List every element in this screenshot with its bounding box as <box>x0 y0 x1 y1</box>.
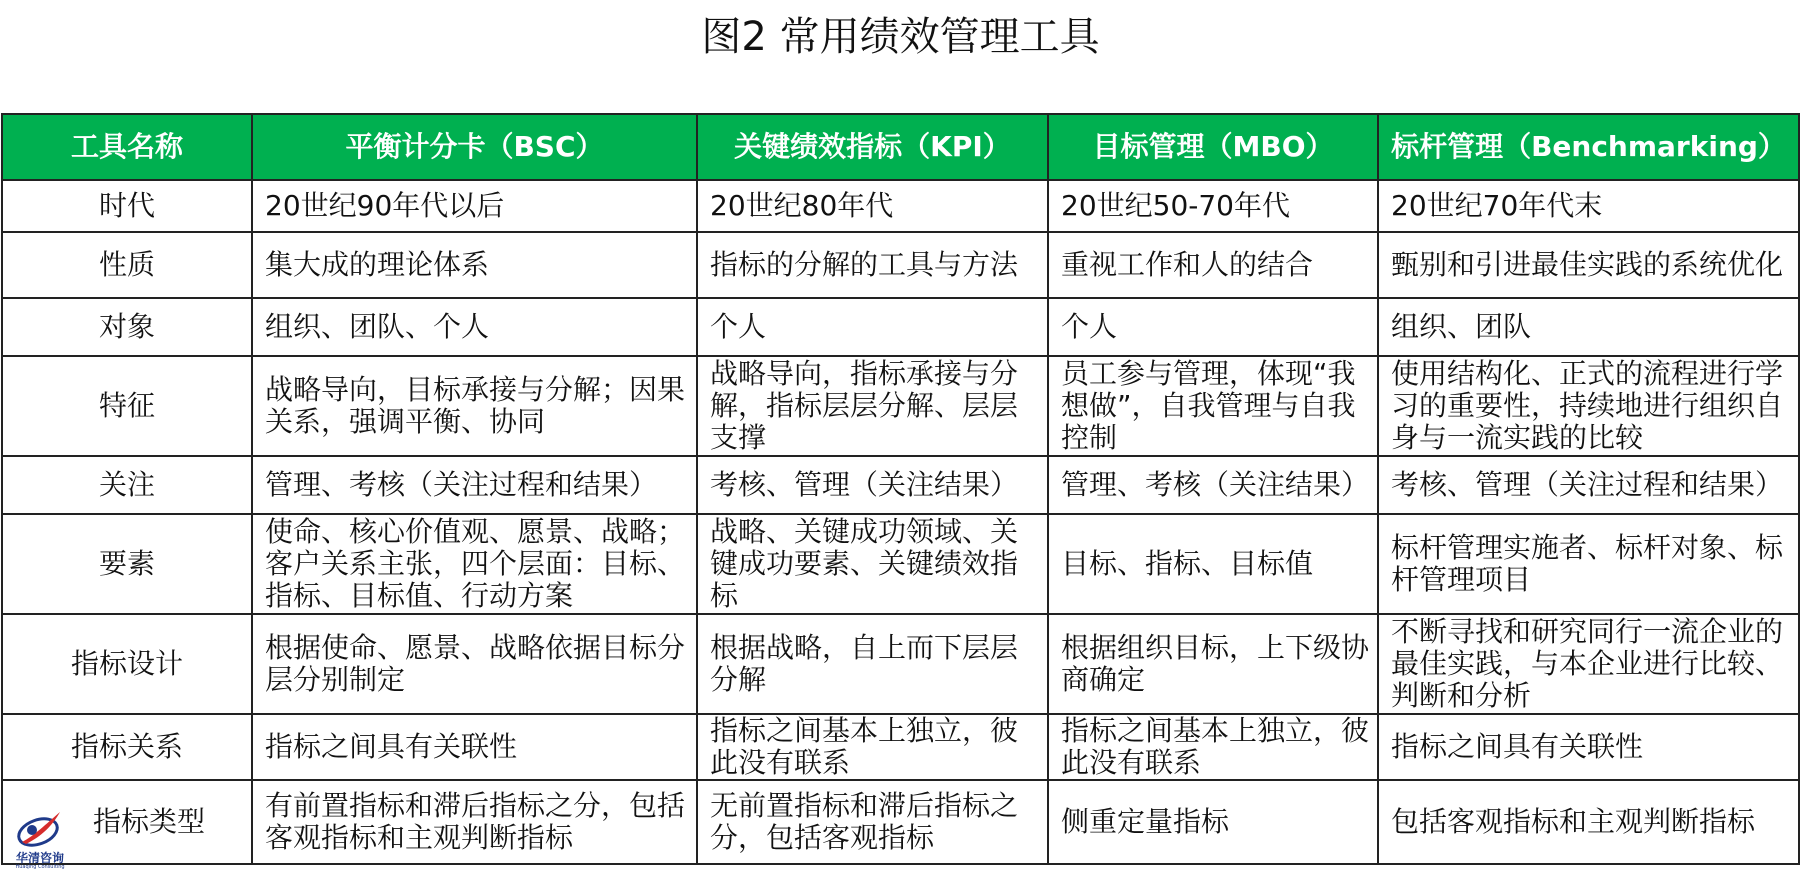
table-cell: 组织、团队、个人 <box>252 298 697 356</box>
table-cell: 根据使命、愿景、战略依据目标分层分别制定 <box>252 614 697 714</box>
table-cell: 甄别和引进最佳实践的系统优化 <box>1378 232 1799 298</box>
header-tool-name: 工具名称 <box>2 114 252 180</box>
row-label: 特征 <box>2 356 252 456</box>
table-cell: 个人 <box>697 298 1048 356</box>
row-label: 对象 <box>2 298 252 356</box>
table-cell: 使用结构化、正式的流程进行学习的重要性，持续地进行组织自身与一流实践的比较 <box>1378 356 1799 456</box>
table-cell: 无前置指标和滞后指标之分，包括客观指标 <box>697 780 1048 864</box>
table-row <box>2 780 1799 864</box>
table-cell: 指标的分解的工具与方法 <box>697 232 1048 298</box>
table-cell: 侧重定量指标 <box>1048 780 1378 864</box>
table-cell: 有前置指标和滞后指标之分，包括客观指标和主观判断指标 <box>252 780 697 864</box>
table-cell: 包括客观指标和主观判断指标 <box>1378 780 1799 864</box>
table-cell: 战略导向，目标承接与分解；因果关系，强调平衡、协同 <box>252 356 697 456</box>
table-cell: 20世纪90年代以后 <box>252 180 697 232</box>
table-cell: 根据组织目标，上下级协商确定 <box>1048 614 1378 714</box>
page-title: 图2 常用绩效管理工具 <box>701 14 1100 60</box>
header-benchmarking: 标杆管理（Benchmarking） <box>1378 114 1799 180</box>
table-cell: 管理、考核（关注结果） <box>1048 456 1378 514</box>
table-cell: 考核、管理（关注结果） <box>697 456 1048 514</box>
table-cell: 指标之间具有关联性 <box>252 714 697 780</box>
table-cell: 目标、指标、目标值 <box>1048 514 1378 614</box>
header-kpi: 关键绩效指标（KPI） <box>697 114 1048 180</box>
row-label: 指标关系 <box>2 714 252 780</box>
table-cell: 20世纪50-70年代 <box>1048 180 1378 232</box>
row-label: 关注 <box>2 456 252 514</box>
table-cell: 集大成的理论体系 <box>252 232 697 298</box>
row-label: 指标设计 <box>2 614 252 714</box>
row-label: 时代 <box>2 180 252 232</box>
table-header-row <box>2 114 1799 180</box>
table-cell: 战略导向，指标承接与分解，指标层层分解、层层支撑 <box>697 356 1048 456</box>
logo-name: 华清咨询 <box>15 851 64 865</box>
table-cell: 指标之间基本上独立，彼此没有联系 <box>697 714 1048 780</box>
table-cell: 指标之间具有关联性 <box>1378 714 1799 780</box>
table-cell: 20世纪80年代 <box>697 180 1048 232</box>
table-cell: 重视工作和人的结合 <box>1048 232 1378 298</box>
row-label: 性质 <box>2 232 252 298</box>
table-row <box>2 614 1799 714</box>
table-row <box>2 514 1799 614</box>
table-row <box>2 298 1799 356</box>
table-row <box>2 714 1799 780</box>
table-cell: 20世纪70年代末 <box>1378 180 1799 232</box>
table-cell: 管理、考核（关注过程和结果） <box>252 456 697 514</box>
table-cell: 不断寻找和研究同行一流企业的最佳实践，与本企业进行比较、判断和分析 <box>1378 614 1799 714</box>
table-cell: 标杆管理实施者、标杆对象、标杆管理项目 <box>1378 514 1799 614</box>
table-cell: 组织、团队 <box>1378 298 1799 356</box>
table-row <box>2 232 1799 298</box>
table-cell: 个人 <box>1048 298 1378 356</box>
table-cell: 战略、关键成功领域、关键成功要素、关键绩效指标 <box>697 514 1048 614</box>
table-row <box>2 180 1799 232</box>
table-cell: 使命、核心价值观、愿景、战略；客户关系主张，四个层面：目标、指标、目标值、行动方案 <box>252 514 697 614</box>
logo-subtitle: Huaqing Consulting <box>15 864 65 870</box>
row-label: 指标类型 <box>2 780 252 864</box>
table-cell: 指标之间基本上独立，彼此没有联系 <box>1048 714 1378 780</box>
tools-table-wrapper <box>1 113 1800 865</box>
table-row <box>2 456 1799 514</box>
table-cell: 根据战略，自上而下层层分解 <box>697 614 1048 714</box>
header-mbo: 目标管理（MBO） <box>1048 114 1378 180</box>
tools-table <box>1 113 1800 865</box>
row-label: 要素 <box>2 514 252 614</box>
table-cell: 员工参与管理，体现“我想做”，自我管理与自我控制 <box>1048 356 1378 456</box>
table-row <box>2 356 1799 456</box>
header-bsc: 平衡计分卡（BSC） <box>252 114 697 180</box>
table-cell: 考核、管理（关注过程和结果） <box>1378 456 1799 514</box>
company-logo <box>12 808 66 868</box>
logo-mark-icon <box>12 808 66 852</box>
